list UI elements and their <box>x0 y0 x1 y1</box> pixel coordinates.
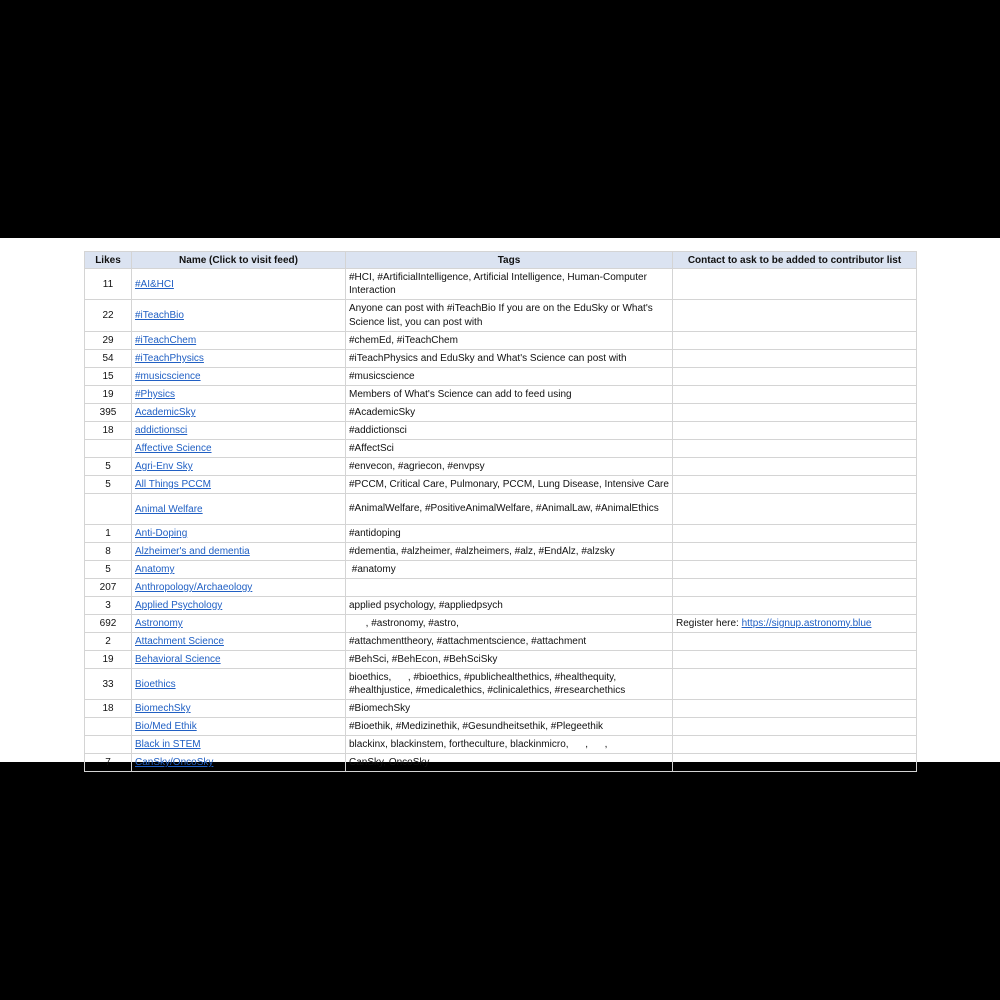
feed-link[interactable]: All Things PCCM <box>135 479 211 490</box>
tags-cell: #AffectSci <box>346 440 673 458</box>
name-cell <box>132 669 346 700</box>
contact-cell <box>673 579 917 597</box>
tags-cell: #chemEd, #iTeachChem <box>346 332 673 350</box>
likes-cell: 395 <box>85 404 132 422</box>
contact-cell <box>673 494 917 525</box>
table-row <box>85 494 917 525</box>
tags-cell: , #astronomy, #astro, <box>346 615 673 633</box>
name-cell <box>132 440 346 458</box>
tags-cell: #dementia, #alzheimer, #alzheimers, #alz, #EndAlz, #alzsky <box>346 543 673 561</box>
tags-cell: #antidoping <box>346 525 673 543</box>
name-cell <box>132 494 346 525</box>
name-cell <box>132 386 346 404</box>
likes-cell: 7 <box>85 754 132 772</box>
contact-cell <box>673 458 917 476</box>
name-cell <box>132 332 346 350</box>
likes-cell: 11 <box>85 269 132 300</box>
table-row <box>85 669 917 700</box>
header-name: Name (Click to visit feed) <box>132 252 346 269</box>
name-cell <box>132 561 346 579</box>
feeds-table <box>84 251 917 772</box>
tags-cell: #envecon, #agriecon, #envpsy <box>346 458 673 476</box>
contact-cell <box>673 350 917 368</box>
likes-cell: 207 <box>85 579 132 597</box>
table-row <box>85 440 917 458</box>
likes-cell: 19 <box>85 651 132 669</box>
table-row <box>85 350 917 368</box>
likes-cell: 15 <box>85 368 132 386</box>
likes-cell: 2 <box>85 633 132 651</box>
table-row <box>85 269 917 300</box>
tags-cell: applied psychology, #appliedpsych <box>346 597 673 615</box>
table-row <box>85 404 917 422</box>
table-row <box>85 332 917 350</box>
table-row <box>85 422 917 440</box>
table-body <box>85 269 917 772</box>
likes-cell: 5 <box>85 561 132 579</box>
tags-cell: #HCI, #ArtificialIntelligence, Artificial Intelligence, Human-Computer Interaction <box>346 269 673 300</box>
name-cell <box>132 525 346 543</box>
tags-cell: #iTeachPhysics and EduSky and What's Science can post with <box>346 350 673 368</box>
contact-cell <box>673 332 917 350</box>
tags-cell: CanSky, OncoSky <box>346 754 673 772</box>
feed-link[interactable]: addictionsci <box>135 425 188 436</box>
likes-cell: 1 <box>85 525 132 543</box>
likes-cell <box>85 440 132 458</box>
name-cell <box>132 718 346 736</box>
table-row <box>85 615 917 633</box>
contact-text: Register here: <box>676 617 742 629</box>
likes-cell: 5 <box>85 476 132 494</box>
header-tags: Tags <box>346 252 673 269</box>
contact-cell <box>673 669 917 700</box>
table-row <box>85 718 917 736</box>
likes-cell: 3 <box>85 597 132 615</box>
contact-cell <box>673 368 917 386</box>
tags-cell: bioethics, , #bioethics, #publichealthethics, #healthequity, #healthjustice, #medicalethics, #clinicalethics, #researchethics <box>346 669 673 700</box>
table-row <box>85 736 917 754</box>
likes-cell <box>85 494 132 525</box>
table-row <box>85 525 917 543</box>
feed-link[interactable]: #musicscience <box>135 371 201 382</box>
tags-cell: #addictionsci <box>346 422 673 440</box>
likes-cell: 5 <box>85 458 132 476</box>
name-cell <box>132 300 346 332</box>
contact-link[interactable]: https://signup.astronomy.blue <box>741 617 872 629</box>
tags-cell: #BiomechSky <box>346 700 673 718</box>
feed-link[interactable]: CanSky/OncoSky <box>135 757 214 768</box>
name-cell <box>132 368 346 386</box>
feed-link[interactable]: AcademicSky <box>135 407 196 418</box>
table-row <box>85 633 917 651</box>
table-row <box>85 458 917 476</box>
feed-link[interactable]: Astronomy <box>135 618 183 629</box>
table-row <box>85 579 917 597</box>
likes-cell <box>85 736 132 754</box>
likes-cell: 692 <box>85 615 132 633</box>
feed-link[interactable]: Agri-Env Sky <box>135 461 193 472</box>
name-cell <box>132 422 346 440</box>
name-cell <box>132 651 346 669</box>
likes-cell: 54 <box>85 350 132 368</box>
contact-cell <box>673 651 917 669</box>
tags-cell: #Bioethik, #Medizinethik, #Gesundheitsethik, #Plegeethik <box>346 718 673 736</box>
feed-link[interactable]: Black in STEM <box>135 739 201 750</box>
spreadsheet-area <box>0 238 1000 768</box>
header-likes: Likes <box>85 252 132 269</box>
feed-link[interactable]: Bio/Med Ethik <box>135 721 197 732</box>
contact-cell <box>673 633 917 651</box>
contact-cell <box>673 300 917 332</box>
feed-link[interactable]: BiomechSky <box>135 703 191 714</box>
name-cell <box>132 269 346 300</box>
contact-cell <box>673 543 917 561</box>
feed-link[interactable]: Behavioral Science <box>135 654 221 665</box>
contact-cell <box>673 476 917 494</box>
header-contact: Contact to ask to be added to contributor list <box>673 252 917 269</box>
name-cell <box>132 476 346 494</box>
name-cell <box>132 350 346 368</box>
tags-cell: #musicscience <box>346 368 673 386</box>
tags-cell: #AnimalWelfare, #PositiveAnimalWelfare, #AnimalLaw, #AnimalEthics <box>346 494 673 525</box>
likes-cell: 19 <box>85 386 132 404</box>
feed-link[interactable]: Anatomy <box>135 564 175 575</box>
contact-cell <box>673 561 917 579</box>
name-cell <box>132 404 346 422</box>
feed-link[interactable]: Anti-Doping <box>135 528 188 539</box>
feed-link[interactable]: Applied Psychology <box>135 600 223 611</box>
table-row <box>85 368 917 386</box>
name-cell <box>132 543 346 561</box>
table-row <box>85 386 917 404</box>
likes-cell: 18 <box>85 700 132 718</box>
likes-cell: 8 <box>85 543 132 561</box>
feed-link[interactable]: Affective Science <box>135 443 212 454</box>
contact-cell <box>673 700 917 718</box>
tags-cell: #anatomy <box>346 561 673 579</box>
tags-cell: #PCCM, Critical Care, Pulmonary, PCCM, Lung Disease, Intensive Care <box>346 476 673 494</box>
table-row <box>85 597 917 615</box>
tags-cell: #AcademicSky <box>346 404 673 422</box>
header-row <box>85 252 917 269</box>
feed-link[interactable]: #iTeachBio <box>135 310 184 321</box>
feed-link[interactable]: Anthropology/Archaeology <box>135 582 253 593</box>
name-cell <box>132 458 346 476</box>
feed-link[interactable]: Animal Welfare <box>135 503 203 515</box>
feed-link[interactable]: #iTeachChem <box>135 335 197 346</box>
feed-link[interactable]: #AI&HCI <box>135 278 174 290</box>
contact-cell <box>673 754 917 772</box>
tags-cell: #BehSci, #BehEcon, #BehSciSky <box>346 651 673 669</box>
table-row <box>85 476 917 494</box>
tags-cell <box>346 579 673 597</box>
name-cell <box>132 736 346 754</box>
table-row <box>85 543 917 561</box>
feed-link[interactable]: Attachment Science <box>135 636 224 647</box>
contact-cell <box>673 736 917 754</box>
tags-cell: blackinx, blackinstem, fortheculture, blackinmicro, , , <box>346 736 673 754</box>
contact-cell <box>673 597 917 615</box>
feed-link[interactable]: Bioethics <box>135 678 176 690</box>
contact-cell <box>673 386 917 404</box>
feed-link[interactable]: Alzheimer's and dementia <box>135 546 250 557</box>
name-cell <box>132 579 346 597</box>
table-row <box>85 754 917 772</box>
table-row <box>85 300 917 332</box>
tags-cell: #attachmenttheory, #attachmentscience, #attachment <box>346 633 673 651</box>
name-cell <box>132 597 346 615</box>
contact-cell <box>673 422 917 440</box>
feed-link[interactable]: #iTeachPhysics <box>135 353 204 364</box>
tags-cell: Anyone can post with #iTeachBio If you are on the EduSky or What's Science list, you can post with <box>346 300 673 332</box>
tags-cell: Members of What's Science can add to feed using <box>346 386 673 404</box>
name-cell <box>132 633 346 651</box>
name-cell <box>132 754 346 772</box>
likes-cell: 33 <box>85 669 132 700</box>
name-cell <box>132 700 346 718</box>
name-cell <box>132 615 346 633</box>
likes-cell <box>85 718 132 736</box>
contact-cell <box>673 718 917 736</box>
likes-cell: 29 <box>85 332 132 350</box>
likes-cell: 18 <box>85 422 132 440</box>
contact-cell <box>673 615 917 633</box>
contact-cell <box>673 440 917 458</box>
feed-link[interactable]: #Physics <box>135 389 176 400</box>
contact-cell <box>673 404 917 422</box>
table-row <box>85 651 917 669</box>
contact-cell <box>673 269 917 300</box>
likes-cell: 22 <box>85 300 132 332</box>
contact-cell <box>673 525 917 543</box>
table-row <box>85 561 917 579</box>
table-row <box>85 700 917 718</box>
